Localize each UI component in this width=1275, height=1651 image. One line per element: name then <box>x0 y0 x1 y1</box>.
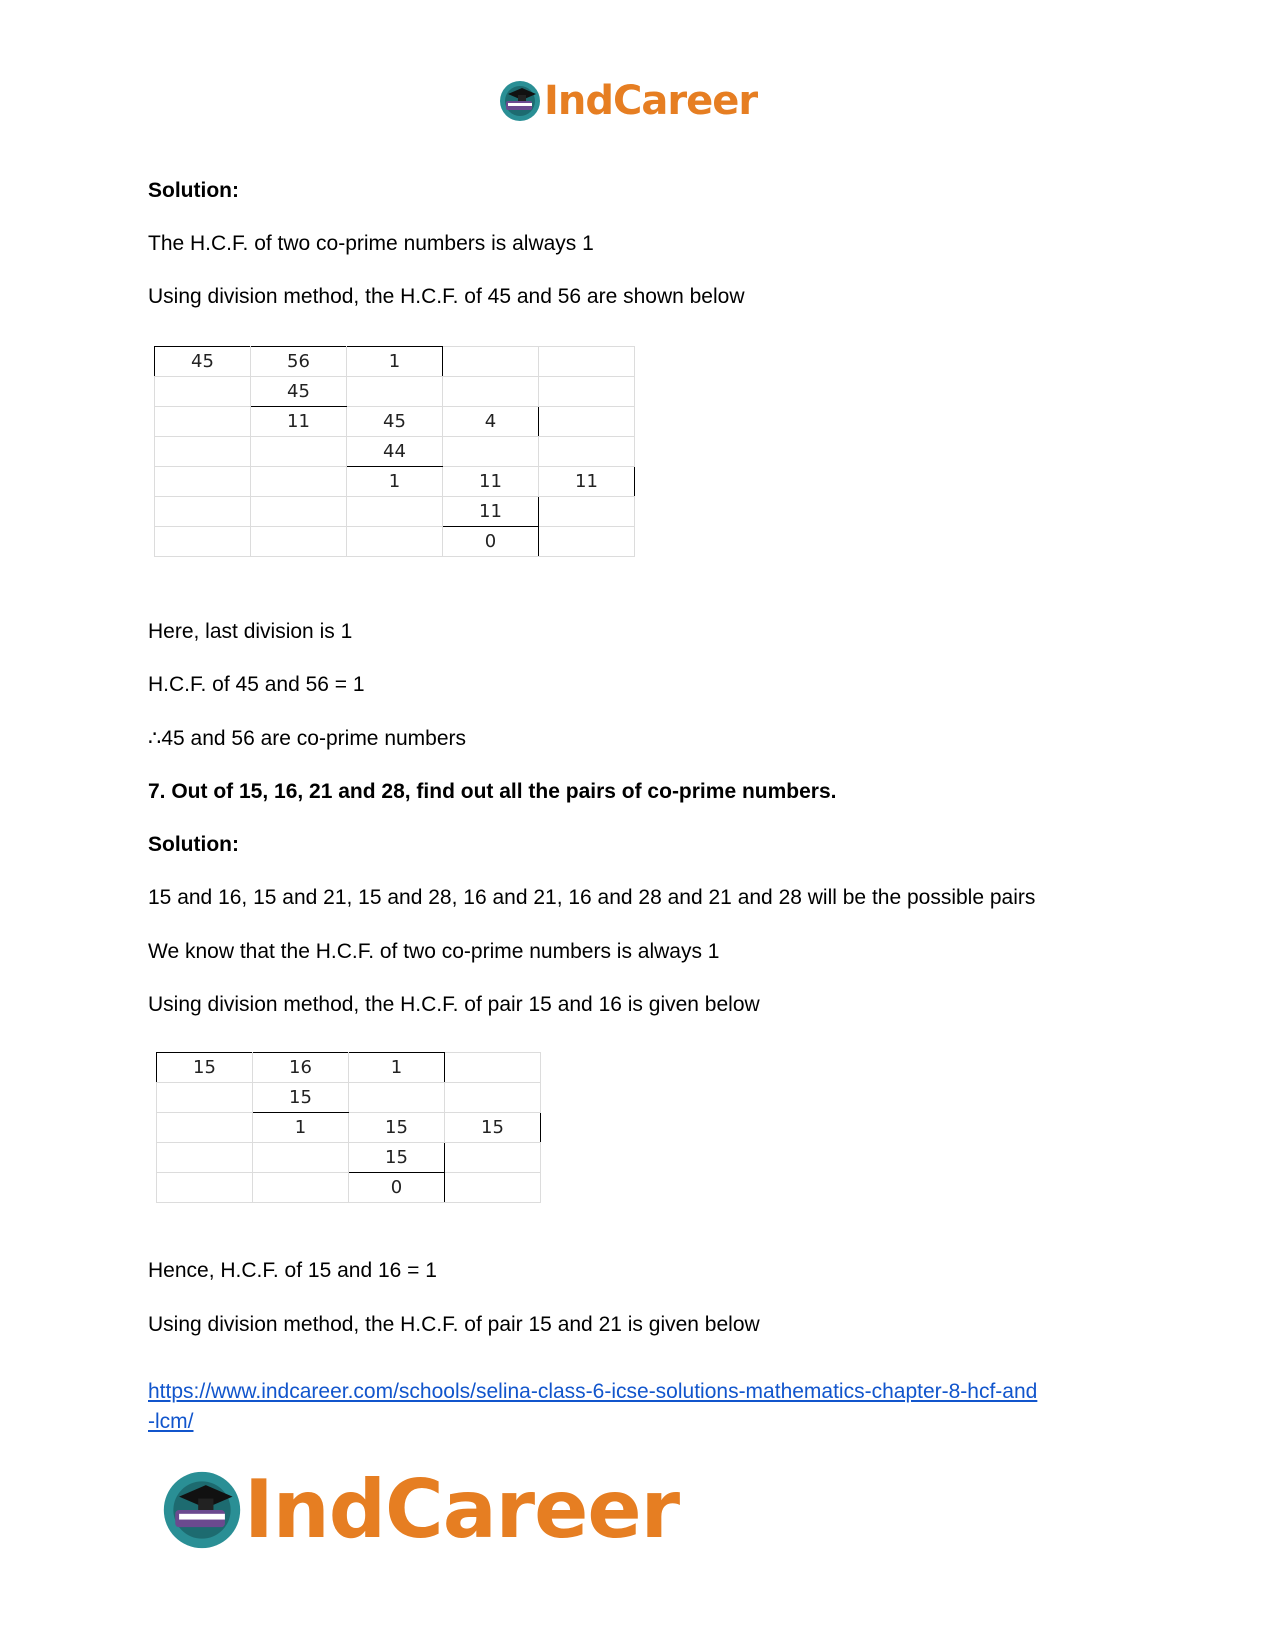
table-cell <box>539 377 635 407</box>
table-cell: 45 <box>347 407 443 437</box>
footer-logo-text: IndCareer <box>244 1463 680 1556</box>
header-logo <box>498 78 757 124</box>
paragraph: Hence, H.C.F. of 15 and 16 = 1 <box>148 1259 437 1282</box>
table-cell <box>157 1083 253 1113</box>
paragraph: We know that the H.C.F. of two co-prime numbers is always 1 <box>148 940 720 963</box>
table-cell: 11 <box>443 467 539 497</box>
table-cell <box>349 1083 445 1113</box>
table-cell: 11 <box>251 407 347 437</box>
table-cell: 1 <box>347 347 443 377</box>
table-cell <box>155 437 251 467</box>
division-table-45-56 <box>154 346 635 557</box>
table-cell: 1 <box>349 1053 445 1083</box>
table-cell: 0 <box>349 1173 445 1203</box>
table-cell <box>251 527 347 557</box>
solution-label: Solution: <box>148 179 239 202</box>
table-cell <box>443 437 539 467</box>
table-cell <box>347 497 443 527</box>
footer-link-line-2[interactable]: -lcm/ <box>148 1410 194 1433</box>
table-cell: 56 <box>251 347 347 377</box>
table-cell <box>347 527 443 557</box>
table-cell <box>445 1173 541 1203</box>
table-cell <box>251 467 347 497</box>
table-cell <box>157 1113 253 1143</box>
paragraph: ∴45 and 56 are co-prime numbers <box>148 727 467 750</box>
table-cell <box>539 527 635 557</box>
table-cell: 1 <box>253 1113 349 1143</box>
table-cell <box>155 527 251 557</box>
paragraph: H.C.F. of 45 and 56 = 1 <box>148 673 365 696</box>
paragraph: Using division method, the H.C.F. of pair 15 and 16 is given below <box>148 993 760 1016</box>
table-cell <box>155 377 251 407</box>
graduation-cap-book-icon <box>160 1468 244 1552</box>
table-cell: 15 <box>349 1113 445 1143</box>
table-cell: 45 <box>155 347 251 377</box>
table-cell <box>251 437 347 467</box>
question-7: 7. Out of 15, 16, 21 and 28, find out all the pairs of co-prime numbers. <box>148 780 837 803</box>
table-cell: 15 <box>157 1053 253 1083</box>
table-cell <box>251 497 347 527</box>
table-cell: 11 <box>443 497 539 527</box>
table-cell <box>157 1143 253 1173</box>
table-cell <box>539 347 635 377</box>
graduation-cap-book-icon <box>498 79 542 123</box>
table-cell <box>253 1143 349 1173</box>
table-cell <box>539 407 635 437</box>
table-cell <box>157 1173 253 1203</box>
table-cell: 1 <box>347 467 443 497</box>
table-cell <box>155 467 251 497</box>
table-cell <box>445 1083 541 1113</box>
solution-label: Solution: <box>148 833 239 856</box>
paragraph: 15 and 16, 15 and 21, 15 and 28, 16 and 21, 16 and 28 and 21 and 28 will be the possible pairs <box>148 886 1036 909</box>
table-cell: 15 <box>253 1083 349 1113</box>
paragraph: Using division method, the H.C.F. of pair 15 and 21 is given below <box>148 1313 760 1336</box>
division-table-15-16 <box>156 1052 541 1203</box>
table-cell <box>445 1143 541 1173</box>
logo-text: IndCareer <box>544 78 758 124</box>
footer-link-line-1[interactable]: https://www.indcareer.com/schools/selina-class-6-icse-solutions-mathematics-chapter-8-hcf-and <box>148 1380 1038 1403</box>
table-cell <box>443 377 539 407</box>
table-cell: 16 <box>253 1053 349 1083</box>
table-cell: 4 <box>443 407 539 437</box>
footer-link-block <box>148 1377 1037 1437</box>
paragraph: Using division method, the H.C.F. of 45 and 56 are shown below <box>148 285 745 308</box>
table-cell <box>539 497 635 527</box>
table-cell <box>155 497 251 527</box>
table-cell <box>539 437 635 467</box>
table-cell: 15 <box>349 1143 445 1173</box>
paragraph: Here, last division is 1 <box>148 620 353 643</box>
table-cell: 45 <box>251 377 347 407</box>
paragraph: The H.C.F. of two co-prime numbers is always 1 <box>148 232 594 255</box>
footer-logo <box>160 1463 679 1556</box>
table-cell: 0 <box>443 527 539 557</box>
table-cell <box>443 347 539 377</box>
table-cell: 11 <box>539 467 635 497</box>
table-cell <box>445 1053 541 1083</box>
table-cell: 44 <box>347 437 443 467</box>
table-cell: 15 <box>445 1113 541 1143</box>
table-cell <box>347 377 443 407</box>
table-cell <box>253 1173 349 1203</box>
table-cell <box>155 407 251 437</box>
